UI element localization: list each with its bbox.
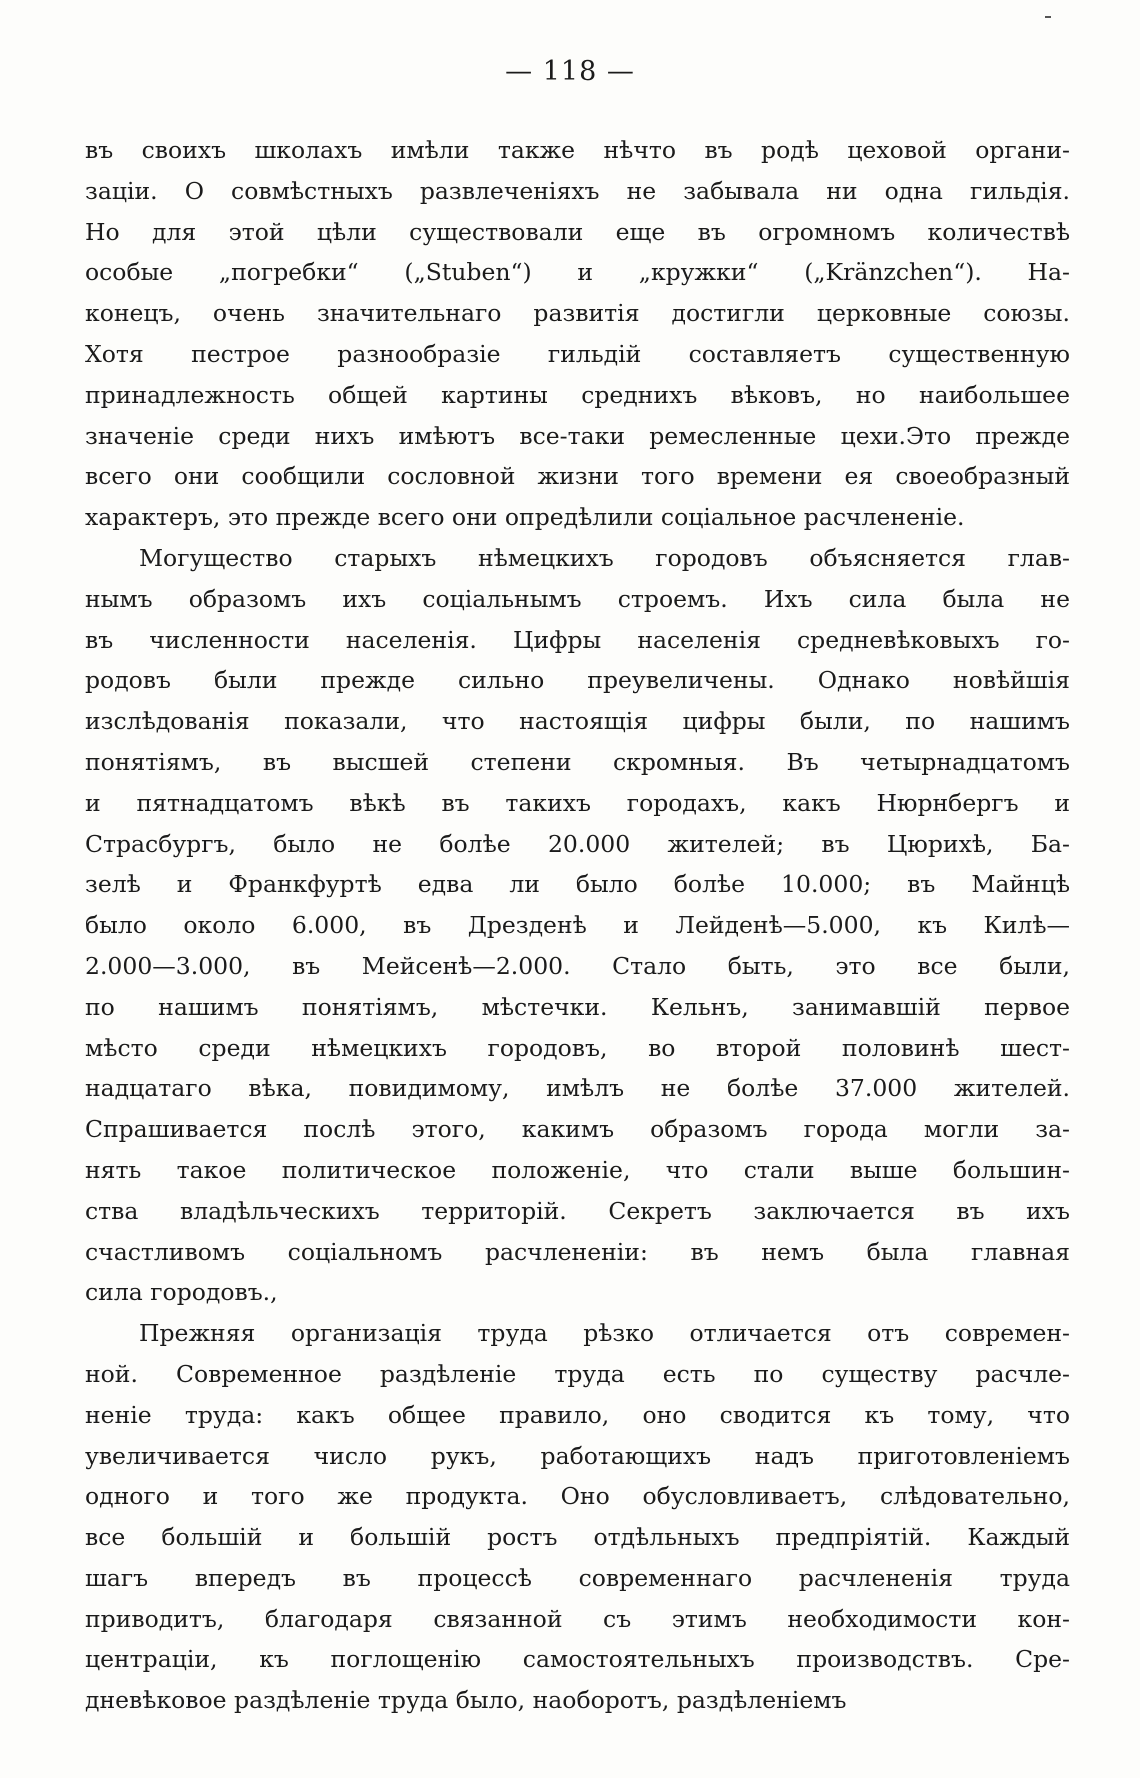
text-line: дневѣковое раздѣленіе труда было, наоборотъ, раздѣленіемъ (85, 1686, 847, 1715)
text-line: все большій и большій ростъ отдѣльныхъ предпріятій. Каждый (85, 1523, 1070, 1552)
text-line: приводитъ, благодаря связанной съ этимъ необходимости кон- (85, 1604, 1070, 1633)
paragraph (85, 538, 1070, 1313)
text-line: особые „погребки“ („Stuben“) и „кружки“ („Kränzchen“). На- (85, 258, 1070, 287)
text-line: ства владѣльческихъ территорій. Секретъ заключается въ ихъ (85, 1196, 1070, 1225)
text-line: въ своихъ школахъ имѣли также нѣчто въ родѣ цеховой органи- (85, 136, 1070, 164)
text-line: Но для этой цѣли существовали еще въ огромномъ количествѣ (85, 217, 1070, 246)
text-line: зелѣ и Франкфуртѣ едва ли было болѣе 10.000; въ Майнцѣ (85, 870, 1070, 899)
paragraph (85, 1313, 1070, 1721)
text-line: заціи. О совмѣстныхъ развлеченіяхъ не забывала ни одна гильдія. (85, 176, 1070, 205)
text-line: по нашимъ понятіямъ, мѣстечки. Кельнъ, занимавшій первое (85, 992, 1070, 1021)
text-line: шагъ впередъ въ процессѣ современнаго расчлененія труда (85, 1563, 1070, 1592)
text-line: характеръ, это прежде всего они опредѣлили соціальное расчлененіе. (85, 503, 965, 532)
text-line: было около 6.000, въ Дрезденѣ и Лейденѣ—5.000, къ Килѣ— (85, 911, 1070, 940)
text-line: сила городовъ., (85, 1278, 278, 1307)
text-line: нять такое политическое положеніе, что стали выше большин- (85, 1155, 1070, 1184)
page-number: — 118 — (505, 56, 635, 87)
text-line: понятіямъ, въ высшей степени скромныя. Въ четырнадцатомъ (85, 747, 1070, 776)
print-mark (1045, 16, 1051, 18)
text-line: мѣсто среди нѣмецкихъ городовъ, во второй половинѣ шест- (85, 1033, 1070, 1062)
text-line: конецъ, очень значительнаго развитія достигли церковные союзы. (85, 299, 1070, 328)
text-line: Прежняя организація труда рѣзко отличается отъ современ- (139, 1319, 1070, 1348)
text-line: неніе труда: какъ общее правило, оно сводится къ тому, что (85, 1400, 1070, 1429)
text-line: родовъ были прежде сильно преувеличены. Однако новѣйшія (85, 666, 1070, 695)
text-line: надцатаго вѣка, повидимому, имѣлъ не болѣе 37.000 жителей. (85, 1074, 1070, 1103)
text-line: увеличивается число рукъ, работающихъ надъ приготовленіемъ (85, 1441, 1070, 1470)
text-line: Могущество старыхъ нѣмецкихъ городовъ объясняется глав- (139, 543, 1070, 572)
text-line: и пятнадцатомъ вѣкѣ въ такихъ городахъ, какъ Нюрнбергъ и (85, 788, 1070, 817)
text-line: 2.000—3.000, въ Мейсенѣ—2.000. Стало быть, это все были, (85, 951, 1070, 980)
text-line: Хотя пестрое разнообразіе гильдій составляетъ существенную (85, 339, 1070, 368)
text-line: въ численности населенія. Цифры населенія средневѣковыхъ го- (85, 625, 1070, 654)
text-line: изслѣдованія показали, что настоящія цифры были, по нашимъ (85, 707, 1070, 736)
text-line: центраціи, къ поглощенію самостоятельныхъ производствъ. Сре- (85, 1645, 1070, 1674)
body-text (85, 130, 1070, 1721)
text-line: Страсбургъ, было не болѣе 20.000 жителей; въ Цюрихѣ, Ба- (85, 829, 1070, 858)
text-line: принадлежность общей картины среднихъ вѣковъ, но наибольшее (85, 380, 1070, 409)
text-line: всего они сообщили сословной жизни того времени ея своеобразный (85, 462, 1070, 491)
text-line: одного и того же продукта. Оно обусловливаетъ, слѣдовательно, (85, 1482, 1070, 1511)
text-line: Спрашивается послѣ этого, какимъ образомъ города могли за- (85, 1115, 1070, 1144)
text-line: ной. Современное раздѣленіе труда есть по существу расчле- (85, 1359, 1070, 1388)
text-line: счастливомъ соціальномъ расчлененіи: въ немъ была главная (85, 1237, 1070, 1266)
text-line: значеніе среди нихъ имѣютъ все-таки ремесленные цехи.Это прежде (85, 421, 1070, 450)
text-line: нымъ образомъ ихъ соціальнымъ строемъ. Ихъ сила была не (85, 584, 1070, 613)
paragraph (85, 130, 1070, 538)
